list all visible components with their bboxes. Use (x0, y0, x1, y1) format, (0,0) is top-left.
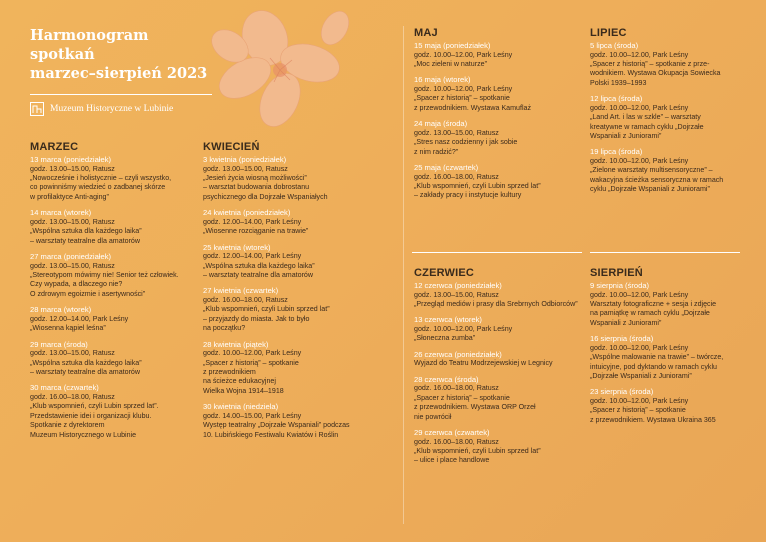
event-date: 14 marca (wtorek) (30, 208, 92, 218)
event-date: 12 lipca (środa) (590, 94, 643, 104)
event-date: 30 marca (czwartek) (30, 383, 99, 393)
event-time-place: godz. 10.00–12.00, Park Leśny (414, 85, 513, 93)
event-time-place: godz. 13.00–15.00, Ratusz (30, 217, 115, 226)
event-time-place: godz. 10.00–12.00, Park Leśny (590, 157, 689, 166)
event-description: „Moc zieleni w naturze” (414, 60, 487, 68)
event-date: 28 kwietnia (piątek) (203, 339, 269, 349)
event-description: – ulice i place handlowe (414, 456, 490, 465)
event-description: na pamiątkę w ramach cyklu „Dojrzałe (590, 309, 710, 318)
event-time-place: godz. 10.00–12.00, Park Leśny (590, 103, 689, 112)
event-time-place: godz. 13.00–15.00, Ratusz (414, 290, 499, 299)
event-item (203, 340, 393, 397)
event-time-place: godz. 13.00–15.00, Ratusz (203, 164, 288, 173)
event-time-place: godz. 16.00–18.00, Ratusz (30, 393, 115, 402)
event-item (414, 119, 586, 157)
event-time-place: godz. 10.00–12.00, Park Leśny (590, 290, 689, 299)
event-description: Wspaniali z Juniorami” (590, 132, 662, 141)
event-description: Wielka Wojna 1914–1918 (203, 386, 284, 395)
title-line: spotkań (30, 46, 95, 63)
event-time-place: godz. 10.00–12.00, Park Leśny (590, 50, 689, 59)
section-marzec (30, 141, 202, 446)
section-lipiec (590, 27, 755, 201)
month-heading: MARZEC (30, 141, 79, 153)
section-divider (412, 252, 582, 253)
event-description: „Spacer z historią” – spotkanie (414, 94, 510, 103)
event-description: „Nowocześnie i holistycznie – czyli wszystko, (30, 174, 172, 182)
event-description: „Spacer z historią” – spotkanie (414, 393, 510, 402)
event-item (414, 163, 586, 201)
event-description: nie powrócił (414, 412, 452, 421)
event-item (414, 375, 589, 422)
event-description: „Słoneczna zumba” (414, 334, 476, 343)
event-description: intuicyjne, pod dyktando w ramach cyklu (590, 362, 717, 371)
event-description: „Spacer z historią” – spotkanie (590, 406, 686, 415)
event-description: Polski 1939–1993 (590, 78, 647, 87)
event-description: z przewodnikiem. Wystawa Ukraina 365 (590, 415, 716, 424)
event-description: z przewodnikiem. Wystawa ORP Orzeł (414, 403, 536, 412)
event-date: 29 czerwca (czwartek) (414, 428, 490, 438)
event-description: „Stres nasz codzienny i jak sobie (414, 138, 518, 147)
event-description: „Zielone warsztaty multisensoryczne” – (590, 166, 713, 175)
event-description: „Dojrzałe Wspaniali z Juniorami” (590, 372, 692, 381)
event-item (30, 340, 202, 378)
event-date: 13 czerwca (wtorek) (414, 315, 482, 325)
event-description: – warsztat budowania dobrostanu (203, 183, 310, 192)
event-date: 16 sierpnia (środa) (590, 334, 654, 344)
event-description: cyklu „Dojrzałe Wspaniali z Juniorami” (590, 185, 710, 194)
event-description: z nim radzić?” (414, 147, 459, 156)
event-description: co powinniśmy wiedzieć o zadbanej skórze (30, 183, 166, 192)
event-date: 9 sierpnia (środa) (590, 281, 650, 290)
event-description: „Klub wspomnień, czyli Lubin sprzed lat” (414, 447, 541, 456)
event-description: w profilaktyce Anti-aging” (30, 192, 109, 201)
event-description: „Wspólna sztuka dla każdego laika” (30, 358, 142, 367)
event-description: „Spacer z historią” – spotkanie z prze- (590, 60, 710, 68)
event-date: 28 marca (wtorek) (30, 305, 92, 315)
event-date: 23 sierpnia (środa) (590, 387, 654, 397)
event-description: „Wspólna sztuka dla każdego laika” (203, 261, 315, 270)
event-item (30, 208, 202, 246)
event-description: wakacyjna ścieżka sensoryczna w ramach (590, 175, 724, 184)
event-description: na ścieżce edukacyjnej (203, 377, 276, 386)
event-description: z przewodnikiem (203, 368, 256, 377)
page-title (30, 26, 207, 83)
event-time-place: godz. 10.00–12.00, Park Leśny (203, 349, 302, 358)
museum-icon (30, 102, 44, 116)
event-date: 30 kwietnia (niedziela) (203, 402, 279, 412)
month-heading: CZERWIEC (414, 267, 475, 279)
event-item (590, 281, 755, 328)
event-description: „Stereotypom mówimy nie! Senior też człowiek. (30, 271, 179, 280)
event-date: 27 kwietnia (czwartek) (203, 286, 279, 296)
event-time-place: godz. 10.00–12.00, Park Leśny (414, 325, 513, 333)
month-heading: KWIECIEŃ (203, 141, 260, 153)
event-item (414, 350, 589, 369)
event-item (414, 41, 586, 69)
event-description: „Land Art. i las w szkle” – warsztaty (590, 113, 701, 122)
event-item (590, 387, 755, 425)
museum-name: Muzeum Historyczne w Lubinie (50, 104, 174, 114)
event-date: 29 marca (środa) (30, 339, 88, 349)
event-description: – zakłady pracy i instytucje kultury (414, 191, 522, 200)
event-description: psychicznego dla Dojrzałe Wspaniałych (203, 192, 328, 201)
event-date: 24 maja (środa) (414, 119, 468, 129)
event-description: Wspaniali z Juniorami” (590, 318, 662, 327)
title-divider (30, 94, 212, 95)
event-time-place: godz. 12.00–14.00, Park Leśny (203, 252, 302, 261)
event-date: 25 kwietnia (wtorek) (203, 242, 271, 252)
event-description: wodnikiem. Wystawa Okupacja Sowiecka (590, 69, 721, 78)
event-description: kreatywne w ramach cyklu „Dojrzałe (590, 122, 704, 131)
event-time-place: godz. 16.00–18.00, Ratusz (414, 437, 499, 446)
event-item (203, 155, 393, 202)
event-date: 16 maja (wtorek) (414, 75, 471, 85)
column-divider (403, 26, 404, 524)
museum-logo (30, 102, 173, 116)
event-description: „Jesień życia wiosną możliwości” (203, 174, 307, 182)
event-time-place: Wyjazd do Teatru Modrzejewskiej w Legnicy (414, 359, 553, 368)
event-date: 25 maja (czwartek) (414, 163, 479, 173)
event-item (30, 155, 202, 202)
event-description: „Klub wspomnień, czyli Lubin sprzed lat” (203, 305, 330, 314)
event-date: 13 marca (poniedziałek) (30, 155, 112, 164)
event-description: „Wspólna sztuka dla każdego laika” (30, 227, 142, 236)
event-description: na początku? (203, 324, 246, 333)
event-time-place: godz. 13.00–15.00, Ratusz (414, 128, 499, 137)
event-item (414, 281, 589, 309)
event-time-place: godz. 16.00–18.00, Ratusz (203, 296, 288, 305)
event-time-place: godz. 16.00–18.00, Ratusz (414, 172, 499, 181)
event-date: 24 kwietnia (poniedziałek) (203, 208, 291, 218)
event-description: „Przegląd mediów i prasy dla Srebrnych Odbiorców” (414, 300, 578, 308)
event-date: 12 czerwca (poniedziałek) (414, 281, 502, 290)
event-date: 19 lipca (środa) (590, 147, 643, 157)
event-time-place: godz. 13.00–15.00, Ratusz (30, 164, 115, 173)
event-time-place: godz. 12.00–14.00, Park Leśny (30, 314, 129, 323)
event-date: 26 czerwca (poniedziałek) (414, 349, 502, 359)
event-description: – warsztaty teatralne dla amatorów (203, 271, 314, 280)
event-item (203, 286, 393, 333)
month-heading: SIERPIEŃ (590, 267, 643, 279)
event-description: 10. Lubińskiego Festiwalu Kwiatów i Roślin (203, 430, 339, 439)
month-heading: MAJ (414, 27, 438, 39)
section-kwiecien (203, 141, 393, 446)
event-item (30, 252, 202, 299)
event-description: „Wiosenne rozciąganie na trawie” (203, 227, 309, 236)
section-maj (414, 27, 586, 207)
event-description: – warsztaty teatralne dla amatorów (30, 236, 141, 245)
event-item (590, 147, 755, 194)
event-description: „Wiosenna kąpiel leśna” (30, 324, 106, 333)
event-item (203, 243, 393, 281)
event-item (414, 75, 586, 113)
event-item (414, 428, 589, 466)
event-time-place: godz. 10.00–12.00, Park Leśny (414, 50, 513, 59)
title-line: Harmonogram (30, 27, 149, 44)
event-description: „Klub wspomnień, czyli Lubin sprzed lat” (414, 182, 541, 191)
event-time-place: godz. 12.00–14.00, Park Leśny (203, 217, 302, 226)
event-description: – przyjazdy do miasta. Jak to było (203, 314, 310, 323)
event-description: Muzeum Historycznego w Lubinie (30, 430, 137, 439)
month-heading: LIPIEC (590, 27, 627, 39)
event-description: „Wspólne malowanie na trawie” – twórcze, (590, 353, 724, 362)
event-description: Przedstawienie idei i organizacji klubu. (30, 411, 152, 420)
event-date: 15 maja (poniedziałek) (414, 41, 491, 50)
event-item (414, 315, 589, 343)
event-description: Warsztaty fotograficzne + sesja i zdjęcie (590, 300, 717, 308)
event-item (203, 402, 393, 440)
event-time-place: godz. 14.00–15.00, Park Leśny (203, 411, 302, 420)
event-description: „Spacer z historią” – spotkanie (203, 358, 299, 367)
event-time-place: godz. 13.00–15.00, Ratusz (30, 349, 115, 358)
event-description: O zdrowym egoizmie i asertywności” (30, 289, 146, 298)
title-line: marzec–sierpień 2023 (30, 65, 208, 82)
event-item (590, 334, 755, 381)
event-description: Czy wypada, a dlaczego nie? (30, 280, 123, 289)
event-time-place: godz. 16.00–18.00, Ratusz (414, 384, 499, 393)
event-date: 3 kwietnia (poniedziałek) (203, 155, 287, 164)
event-description: z przewodnikiem. Wystawa Kamuflaż (414, 103, 532, 112)
event-time-place: godz. 13.00–15.00, Ratusz (30, 261, 115, 270)
event-item (30, 383, 202, 440)
event-date: 27 marca (poniedziałek) (30, 252, 112, 262)
event-date: 5 lipca (środa) (590, 41, 639, 50)
event-item (590, 41, 755, 88)
section-czerwiec (414, 267, 589, 472)
event-description: Występ teatralny „Dojrzałe Wspaniali” podczas (203, 421, 350, 430)
section-sierpien (590, 267, 755, 431)
event-item (590, 94, 755, 141)
event-time-place: godz. 10.00–12.00, Park Leśny (590, 343, 689, 352)
event-description: Spotkanie z dyrektorem (30, 421, 105, 430)
event-item (203, 208, 393, 236)
event-item (30, 305, 202, 333)
event-description: „Klub wspomnień, czyli Lubin sprzed lat”. (30, 402, 159, 411)
section-divider (590, 252, 740, 253)
event-time-place: godz. 10.00–12.00, Park Leśny (590, 397, 689, 406)
event-description: – warsztaty teatralne dla amatorów (30, 368, 141, 377)
event-date: 28 czerwca (środa) (414, 374, 479, 384)
